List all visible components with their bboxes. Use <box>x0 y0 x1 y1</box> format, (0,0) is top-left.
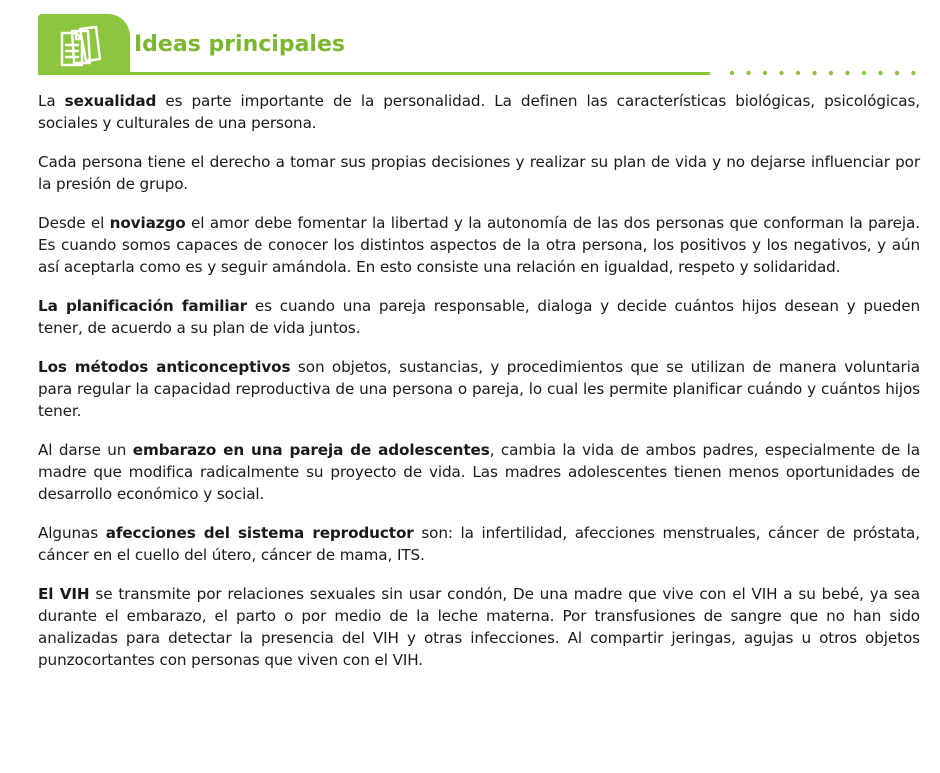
keyword: noviazgo <box>109 214 186 232</box>
keyword: afecciones del sistema reproductor <box>105 524 414 542</box>
keyword: embarazo en una pareja de adolescentes <box>132 441 490 459</box>
header-divider <box>38 72 710 75</box>
keyword: Los métodos anticonceptivos <box>38 358 291 376</box>
section-header <box>38 14 918 76</box>
keyword: sexualidad <box>64 92 157 110</box>
keyword: El VIH <box>38 585 90 603</box>
paragraph-sexualidad: La sexualidad es parte importante de la personalidad. La definen las características biológicas, psicológicas, sociales y culturales de una persona. <box>38 92 920 132</box>
main-ideas-content <box>38 90 920 688</box>
paragraph-vih: El VIH se transmite por relaciones sexuales sin usar condón, De una madre que vive con el VIH a su bebé, ya sea durante el embarazo, el parto o por medio de la leche materna. Por transfusiones de sangre que no han sido analizadas para detectar la presencia del VIH y otras infecciones. Al compartir jeringas, agujas u otros objetos punzocortantes con personas que viven con el VIH. <box>38 585 920 669</box>
paragraph-planificacion: La planificación familiar es cuando una pareja responsable, dialoga y decide cuántos hijos desean y pueden tener, de acuerdo a su plan de vida juntos. <box>38 297 921 337</box>
documents-icon <box>56 23 112 67</box>
icon-tab <box>38 14 130 74</box>
paragraph-anticonceptivos: Los métodos anticonceptivos son objetos, sustancias, y procedimientos que se utilizan de manera voluntaria para regular la capacidad reproductiva de una persona o pareja, lo cual les permite planificar cuándo y cuántos hijos tener. <box>38 358 920 420</box>
paragraph-noviazgo: Desde el noviazgo el amor debe fomentar la libertad y la autonomía de las dos personas que conforman la pareja. Es cuando somos capaces de conocer los distintos aspectos de la otra persona, los positivos y los negativos, y aún así aceptarla como es y seguir amándola. En esto consiste una relación en igualdad, respeto y solidaridad. <box>38 214 920 276</box>
paragraph-embarazo: Al darse un embarazo en una pareja de adolescentes, cambia la vida de ambos padres, especialmente de la madre que modifica radicalmente su proyecto de vida. Las madres adolescentes tienen menos oportunidades de desarrollo económico y social. <box>38 441 920 503</box>
page-title: Ideas principales <box>134 32 345 57</box>
paragraph-afecciones: Algunas afecciones del sistema reproductor son: la infertilidad, afecciones menstruales, cáncer de próstata, cáncer en el cuello del útero, cáncer de mama, ITS. <box>38 524 920 564</box>
dotted-divider <box>728 68 920 78</box>
paragraph-derecho: Cada persona tiene el derecho a tomar sus propias decisiones y realizar su plan de vida y no dejarse influenciar por la presión de grupo. <box>38 153 920 193</box>
keyword: La planificación familiar <box>38 297 248 315</box>
